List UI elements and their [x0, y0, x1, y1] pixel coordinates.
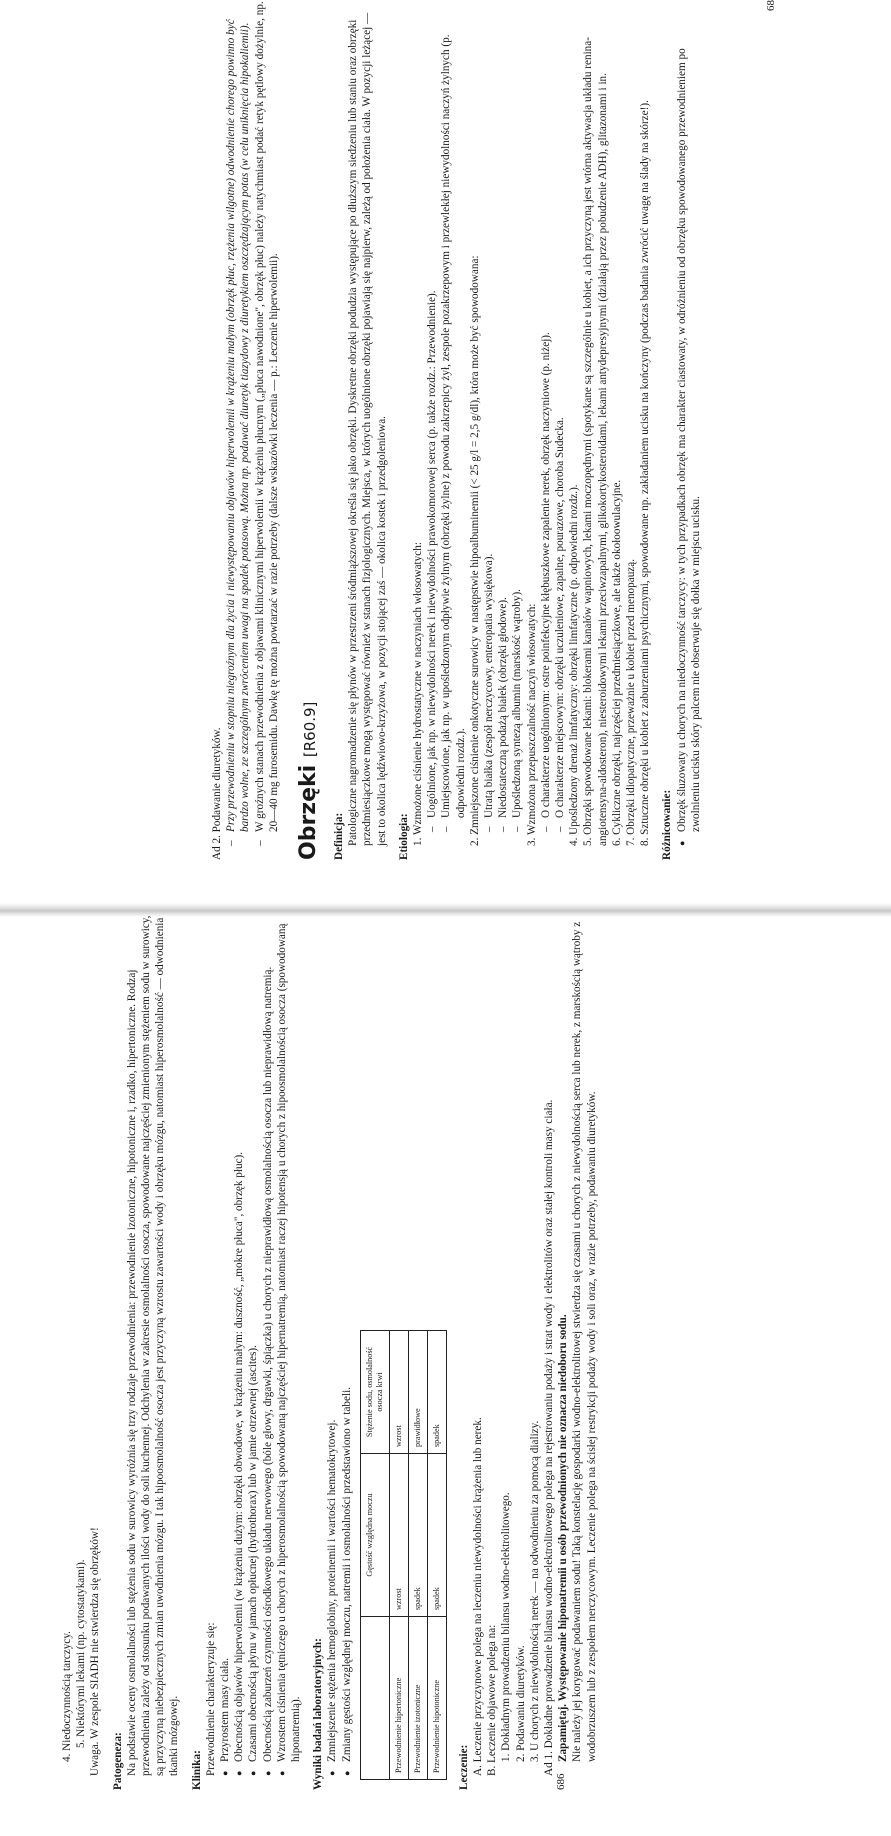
table-header: Stężenie sodu, osmolalność osocza krwi [360, 1331, 389, 1454]
list-item: 4. Niedoczynnością tarczycy. [61, 1631, 73, 1762]
section-heading-leczenie: Leczenie: [457, 1744, 470, 1790]
table-cell: wzrost [389, 1331, 408, 1454]
bullet-item: ● Obecnością zaburzeń czynności ośrodkowego układu nerwowego (bóle głowy, drgawki, śpiączka) u chorych z nieprawidłową osmolalnością osocza lub nieprawidłową natremią. [261, 910, 275, 1790]
list-item: 1. Wzmożone ciśnienie hydrostatyczne w naczyniach włosowatych: [412, 542, 425, 846]
table-cell: spadek [427, 1331, 446, 1454]
bullet-item: ● Zmniejszenie stężenia hemoglobiny, proteinemii i wartości hematokrytowej. [325, 910, 339, 1790]
icd-code: [R60.9] [301, 701, 320, 758]
right-page [210, 0, 777, 860]
patogeneza-text: Na podstawie oceny osmolalności lub stężenia sodu w surowicy wyróżnia się trzy rodzaje przewodnienia: przewodnienie izotoniczne, hipotoniczne i, rzadko, hipertoniczne. Rodzaj przewodnienia zależy od stosunku podawanych ilości wody do soli kuchennej. Odchylenia w zakresie osmolalności osocza, spowodowane najczęściej zmienionym stężeniem sodu w surowicy, są przyczyną niebezpiecznych zmian uwodnienia mózgu. I tak hipoosmolalność osocza jest przyczyną wzrostu zawartości wody i obrzęku mózgu, natomiast hiperosmolalność — odwodnienia tkanki mózgowej. [125, 915, 181, 1776]
section-heading-ad2: Ad 2. Podawanie diuretyków. [211, 727, 223, 860]
list-item: 1. Dokładnym prowadzeniu bilansu wodno-elektrolitowego. [500, 1492, 513, 1762]
table-cell: spadek [408, 1454, 427, 1617]
left-page [60, 910, 598, 1790]
list-item: 2. Podawaniu diuretyków. [514, 1645, 527, 1762]
table-header-row [360, 1331, 389, 1780]
chapter-title-text: Obrzęki [296, 764, 322, 860]
list-item: 7. Obrzęki idiopatyczne, przeważnie u kobiet przed menopauzą. [625, 558, 638, 846]
table-cell: Przewodnienie hipertoniczne [389, 1617, 408, 1780]
definicja-text: Patologiczne nagromadzenie się płynów w przestrzeni śródmiąższowej określa się jako obrzęki. Dyskretne obrzęki podudzia występujące po dłuższym siedzeniu lub staniu oraz obrzęki przedmiesiączkowe mogą występować również w stanach fizjologicznych. Miejsca, w których uogólnione obrzęki pojawiają się najpierw, zależą od położenia ciała. W pozycji leżącej — jest to okolica lędźwiowo-krzyżowa, w pozycji stojącej zaś — okolica kostek i przedgoleniowa. [347, 12, 388, 846]
bullet-item: ● Obrzęk śluzowaty u chorych na niedoczynność tarczycy: w tych przypadkach obrzęk ma charakter ciastowaty, w odróżnieniu od obrzęku spowodowanego przewodnieniem po zwolnieniu ucisku skóry palcem nie obserwuje się dołka w miejscu ucisku. [675, 0, 703, 860]
list-item: 6. Cykliczne obrzęki, najczęściej przedmiesiączkowe, ale także okołoowulacyjne. [610, 479, 623, 846]
list-item: – Umiejscowione, jak np. w upośledzonym odpływie żylnym (obrzęki żylne) z powodu zakrzepicy żył, zespole pozakrzepowym i przewlekłej niewydolności naczyń żylnych (p. odpowiedni rozdz.). [439, 0, 467, 860]
table-cell: prawidłowe [408, 1331, 427, 1454]
list-item: – Uogólnione, jak np. w niewydolności nerek i niewydolności prawokomorowej serca (p. także rozdz.: Przewodnienie). [425, 0, 439, 860]
list-item: 8. Sztuczne obrzęki u kobiet z zaburzeniami psychicznymi, spowodowane np. zakładaniem ucisku na kończyny (podczas badania zwrócić uwagę na ślady na skórze!). [639, 100, 652, 846]
list-item: – W groźnych stanach przewodnienia z objawami klinicznymi hiperwolemii w krążeniu płucnym („płuca nawodnione", obrzęk płuc) należy natychmiast podać retyk pętlowy dożylnie, np. 20—40 mg furosemidu. Dawkę tę można powtarzać w razie potrzeby (dalsze wskazówki leczenia — p.: Leczenie hiperwolemii). [253, 0, 281, 860]
page-number: 68 [764, 0, 777, 11]
list-item: 5. Obrzęki spowodowane lekami: blokerami kanałów wapniowych, lekami moczopędnymi (spotykane są szczególnie u kobiet, a ich przyczyną jest wtórna aktywacja układu renina-angiotensyna-aldosteron), niesteroidowymi lekami przeciwzapalnymi, glikokortykosteroidami, lekami antydepresyjnymi (działają przez pobudzenie ADH), glitazonami i in. [582, 37, 609, 846]
bullet-item: ● Czasami obecnością płynu w jamach opłucnej (hydrothorax) lub w jamie otrzewnej (ascites). [246, 910, 260, 1790]
bullet-item: ● Zmiany gęstości względnej moczu, natremii i osmolalności przedstawiono w tabeli. [340, 910, 354, 1790]
chapter-title [295, 0, 324, 860]
lab-results-table [360, 1330, 447, 1780]
list-item: 4. Upośledzony drenaż limfatyczny: obrzęki limfatyczne (p. odpowiedni rozdz.). [568, 484, 581, 846]
list-item: – Przy przewodnieniu w stopniu niegroźnym dla życia i niewystępowaniu objawów hiperwolemii w krążeniu małym (obrzęk płuc, rzężenia wilgotne) odwodnienie chorego powinno być bardzo wolne, ze szczególnym zwróceniem uwagi na spadek potasową. Można np. podawać diuretyk tiazydowy z diuretykiem oszczędzającym potas (w celu uniknięcia hipokaliemii). [224, 0, 252, 860]
bullet-item: ● Obecnością objawów hiperwolemii (w krążeniu dużym: obrzęki obwodowe, w krążeniu małym: duszność, „mokre płuca", obrzęk płuc). [232, 910, 246, 1790]
list-item: 2. Zmniejszone ciśnienie onkotyczne surowicy w następstwie hipoalbuminemii (< 25 g/l = 2,5 g/dl), która może być spowodowana: [468, 255, 481, 846]
table-header: Gęstość względna moczu [360, 1454, 389, 1617]
table-row [408, 1331, 427, 1780]
table-cell: Przewodnienie hipotoniczne [427, 1617, 446, 1780]
table-cell: spadek [427, 1454, 446, 1617]
note: Uwaga. W zespole SIADH nie stwierdza się obrzęków! [89, 1527, 102, 1776]
table-row [427, 1331, 446, 1780]
list-item: Ad 1. Dokładne prowadzenie bilansu wodno-elektrolitowego polega na rejestrowaniu podaży i strat wody i elektrolitów oraz stałej kontroli masy ciała. [543, 1099, 556, 1776]
list-item: 5. Niektórymi lekami (np. cytostatykami). [75, 1559, 88, 1748]
section-heading-patogeneza: Patogeneza: [111, 1732, 124, 1790]
list-item: B. Leczenie objawowe polega na: [486, 1624, 499, 1776]
list-item: 3. Wzmożona przepuszczalność naczyń włosowatych: [525, 603, 538, 846]
table-row [389, 1331, 408, 1780]
bullet-item: ● Wzrostem ciśnienia tętniczego u chorych z hiperosmolalnością spowodowaną najczęściej hipernatremią, natomiast raczej hipotensją u chorych z hipoosmolalnością osocza (spowodowaną hiponatremią). [275, 910, 303, 1790]
section-heading-definicja: Definicja: [333, 812, 346, 860]
section-heading-klinika: Klinika: [190, 1750, 203, 1790]
table-cell: Przewodnienie izotoniczne [408, 1617, 427, 1780]
table-header [360, 1617, 389, 1780]
list-item: – O charakterze uogólnionym: ostre poinfekcyjne kłębuszkowe zapalenie nerek, obrzęk naczyniowe (p. niżej). [539, 0, 553, 860]
list-item: – Upośledzoną syntezą albumin (marskość wątroby). [510, 0, 524, 860]
list-item: Nie należy jej korygować podawaniem sodu! Taką konstelację gospodarki wodno-elektrolitowej stwierdza się czasami u chorych z niewydolnością serca lub nerek, z marskością wątroby z wodobrzuszem lub z zespołem nerczycowym. Leczenie polega na ścisłej restrykcji podaży wody i soli oraz, w razie potrzeby, podawaniu diuretyków. [571, 921, 598, 1762]
list-item: A. Leczenie przyczynowe polega na leczeniu niewydolności krążenia lub nerek. [472, 1417, 485, 1776]
list-item: – O charakterze miejscowym: obrzęki uczuleniowe, zapalne, pourazowe, choroba Sudecka. [553, 0, 567, 860]
remember-note: Zapamiętaj. Występowanie hiponatremii u osób przewodnionych nie oznacza niedoboru sodu. [557, 1314, 570, 1762]
list-item: – Niedostateczną podażą białek (obrzęki głodowe). [496, 0, 510, 860]
section-heading-etiologia: Etiologia: [397, 813, 410, 860]
klinika-lead: Przewodnienie charakteryzuje się: [204, 1622, 217, 1776]
list-item: 3. U chorych z niewydolnością nerek — na odwodnieniu za pomocą dializy. [528, 1420, 541, 1762]
list-item: – Utratą białka (zespół nerczycowy, enteropatia wysiękowa). [482, 0, 496, 860]
page-number: 686 [554, 1773, 567, 1790]
table-cell: wzrost [389, 1454, 408, 1617]
section-heading-wyniki: Wyniki badań laboratoryjnych: [312, 1638, 325, 1790]
section-heading-roznicowanie: Różnicowanie: [661, 789, 674, 860]
bullet-item: ● Przyrostem masy ciała. [218, 910, 232, 1790]
